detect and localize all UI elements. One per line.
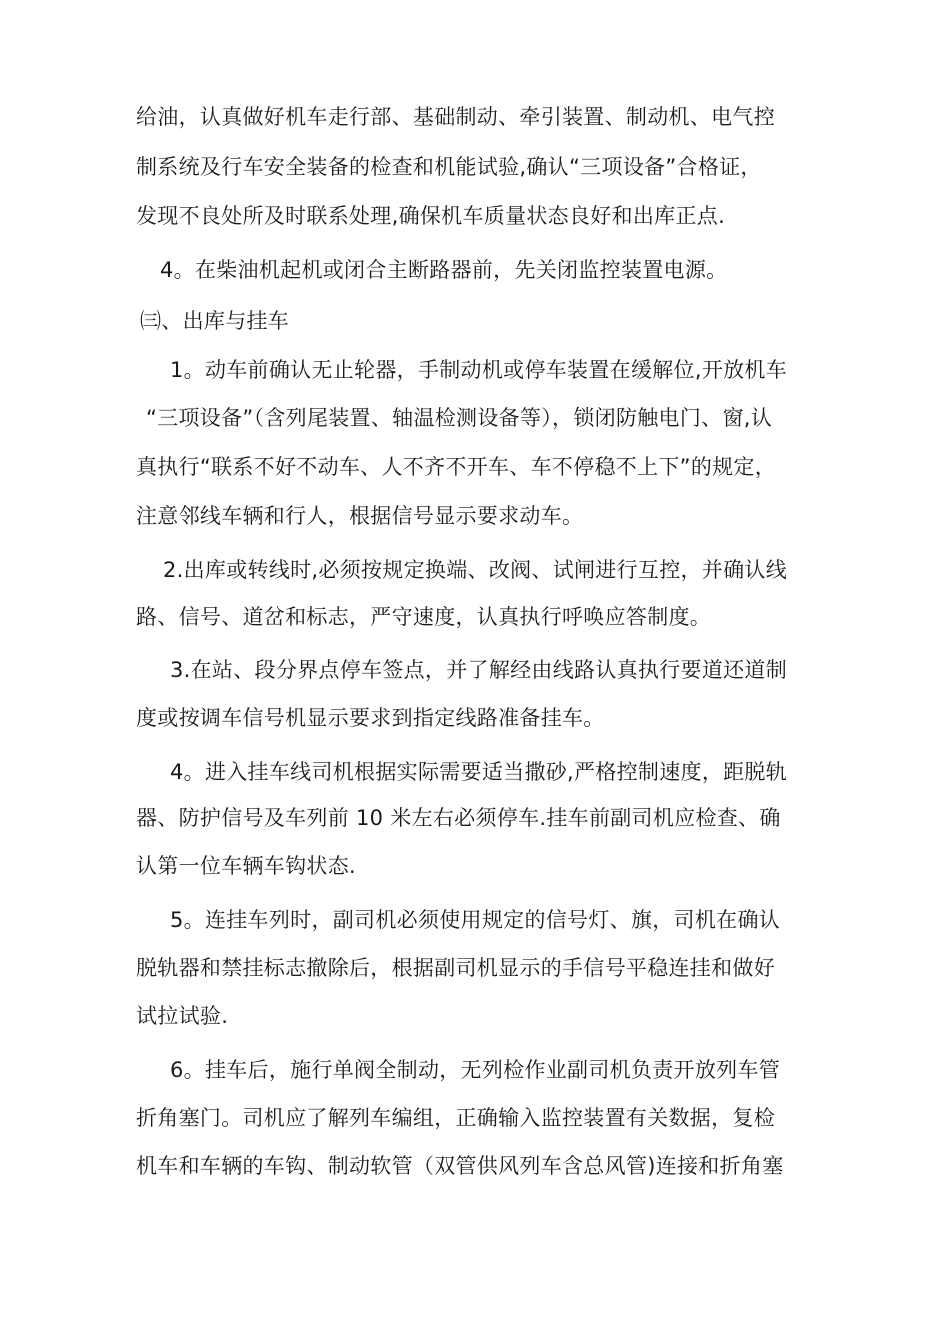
text-line: 度或按调车信号机显示要求到指定线路准备挂车。	[136, 706, 605, 730]
text-line: 试拉试验.	[136, 1004, 229, 1028]
text-line: 给油，认真做好机车走行部、基础制动、牵引装置、制动机、电气控	[136, 105, 775, 129]
text-line: 器、防护信号及车列前 10 米左右必须停车.挂车前副司机应检查、确	[136, 806, 781, 830]
text-line: 真执行“联系不好不动车、人不齐不开车、车不停稳不上下”的规定，	[136, 455, 777, 479]
section-heading: ㈢、出库与挂车	[140, 309, 290, 333]
text-line: 5。连挂车列时，副司机必须使用规定的信号灯、旗，司机在确认	[170, 908, 781, 932]
text-line: 3.在站、段分界点停车签点，并了解经由线路认真执行要道还道制	[170, 658, 788, 682]
text-line: 机车和车辆的车钩、制动软管（双管供风列车含总风管)连接和折角塞	[136, 1154, 784, 1178]
text-line: 发现不良处所及时联系处理,确保机车质量状态良好和出库正点.	[136, 204, 726, 228]
text-line: 6。挂车后，施行单阀全制动，无列检作业副司机负责开放列车管	[170, 1058, 781, 1082]
text-line: 认第一位车辆车钩状态.	[136, 854, 356, 878]
text-line: 2.出库或转线时,必须按规定换端、改阀、试闸进行互控，并确认线	[163, 558, 788, 582]
text-line: 折角塞门。司机应了解列车编组，正确输入监控装置有关数据，复检	[136, 1106, 775, 1130]
text-line: “三项设备”（含列尾装置、轴温检测设备等），锁闭防触电门、窗,认	[146, 406, 773, 430]
text-line: 注意邻线车辆和行人，根据信号显示要求动车。	[136, 504, 584, 528]
text-line: 路、信号、道岔和标志，严守速度，认真执行呼唤应答制度。	[136, 605, 712, 629]
text-line: 4。进入挂车线司机根据实际需要适当撒砂,严格控制速度，距脱轨	[170, 760, 788, 784]
text-line: 制系统及行车安全装备的检查和机能试验,确认“三项设备”合格证，	[136, 155, 762, 179]
text-line: 脱轨器和禁挂标志撤除后，根据副司机显示的手信号平稳连挂和做好	[136, 956, 775, 980]
text-line: 4。在柴油机起机或闭合主断路器前，先关闭监控装置电源。	[160, 258, 728, 282]
text-line: 1。动车前确认无止轮器，手制动机或停车装置在缓解位,开放机车	[170, 358, 788, 382]
